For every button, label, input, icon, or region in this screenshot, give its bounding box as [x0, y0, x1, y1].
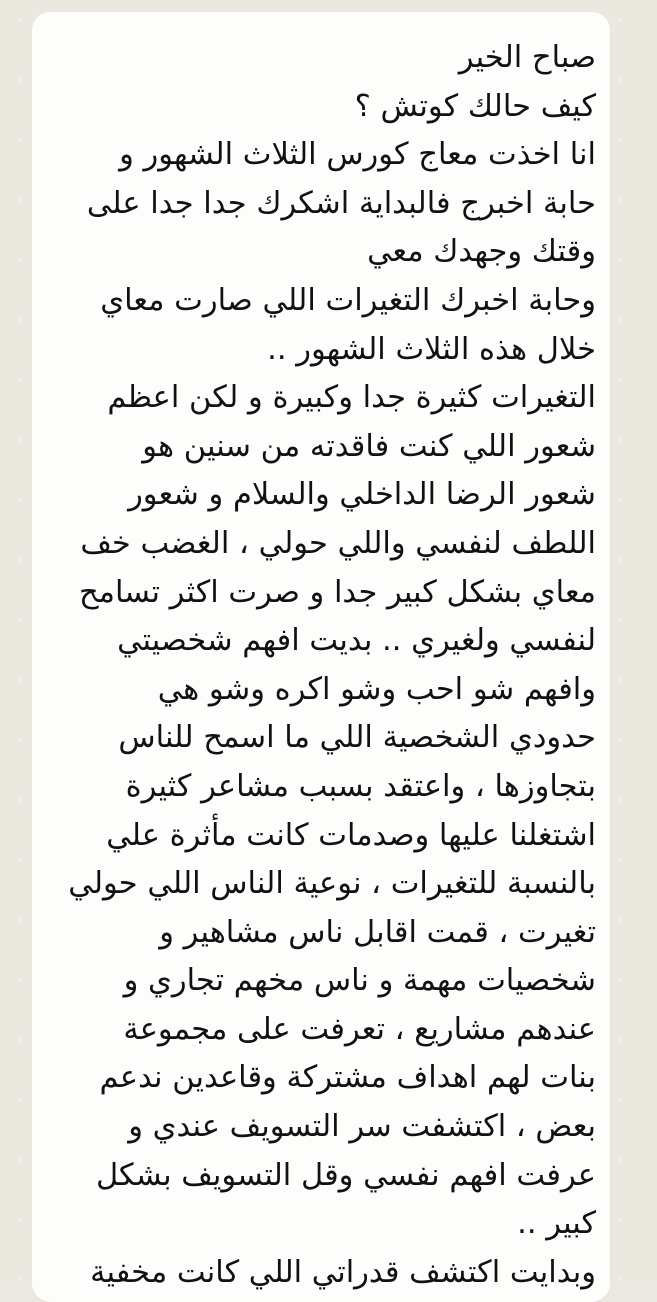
message-line: عرفت افهم نفسي وقل التسويف بشكل: [95, 1157, 596, 1193]
message-text: [48, 34, 596, 1297]
message-line: وحابة اخبرك التغيرات اللي صارت معاي: [100, 282, 596, 318]
message-line: بعض ، اكتشفت سر التسويف عندي و: [128, 1109, 596, 1145]
message-line: وافهم شو احب وشو اكره وشو هي: [157, 671, 596, 707]
message-line: شخصيات مهمة و ناس مخهم تجاري و: [123, 963, 596, 999]
message-line: بالنسبة للتغيرات ، نوعية الناس اللي حولي: [68, 866, 596, 902]
message-line: خلال هذه الثلاث الشهور ..: [267, 331, 596, 367]
message-bubble[interactable]: [32, 12, 610, 1302]
message-line: شعور اللي كنت فاقدته من سنين هو: [142, 428, 596, 464]
message-line: كبير ..: [517, 1206, 596, 1242]
message-line: اللطف لنفسي واللي حولي ، الغضب خف: [80, 525, 596, 561]
message-line: حدودي الشخصية اللي ما اسمح للناس: [118, 720, 596, 756]
message-line: انا اخذت معاج كورس الثلاث الشهور و: [119, 137, 596, 173]
message-line: صباح الخير: [458, 40, 596, 75]
message-line: حابة اخبرج فالبداية اشكرك جدا جدا على: [86, 185, 596, 221]
message-line: عندهم مشاريع ، تعرفت على مجموعة: [123, 1011, 596, 1047]
message-line: وبدايت اكتشف قدراتي اللي كانت مخفية: [90, 1254, 596, 1290]
message-line: اشتغلنا عليها وصدمات كانت مأثرة علي: [106, 817, 596, 853]
message-line: لنفسي ولغيري .. بديت افهم شخصيتي: [117, 623, 596, 659]
message-line: بنات لهم اهداف مشتركة وقاعدين ندعم: [99, 1060, 596, 1096]
message-line: وقتك وجهدك معي: [367, 234, 596, 270]
message-line: شعور الرضا الداخلي والسلام و شعور: [128, 477, 596, 513]
message-line: تغيرت ، قمت اقابل ناس مشاهير و: [159, 914, 596, 950]
message-line: التغيرات كثيرة جدا وكبيرة و لكن اعظم: [107, 380, 596, 416]
message-line: بتجاوزها ، واعتقد بسبب مشاعر كثيرة: [125, 768, 596, 804]
message-line: معاي بشكل كبير جدا و صرت اكثر تسامح: [78, 574, 596, 610]
message-line: كيف حالك كوتش ؟: [354, 88, 596, 124]
